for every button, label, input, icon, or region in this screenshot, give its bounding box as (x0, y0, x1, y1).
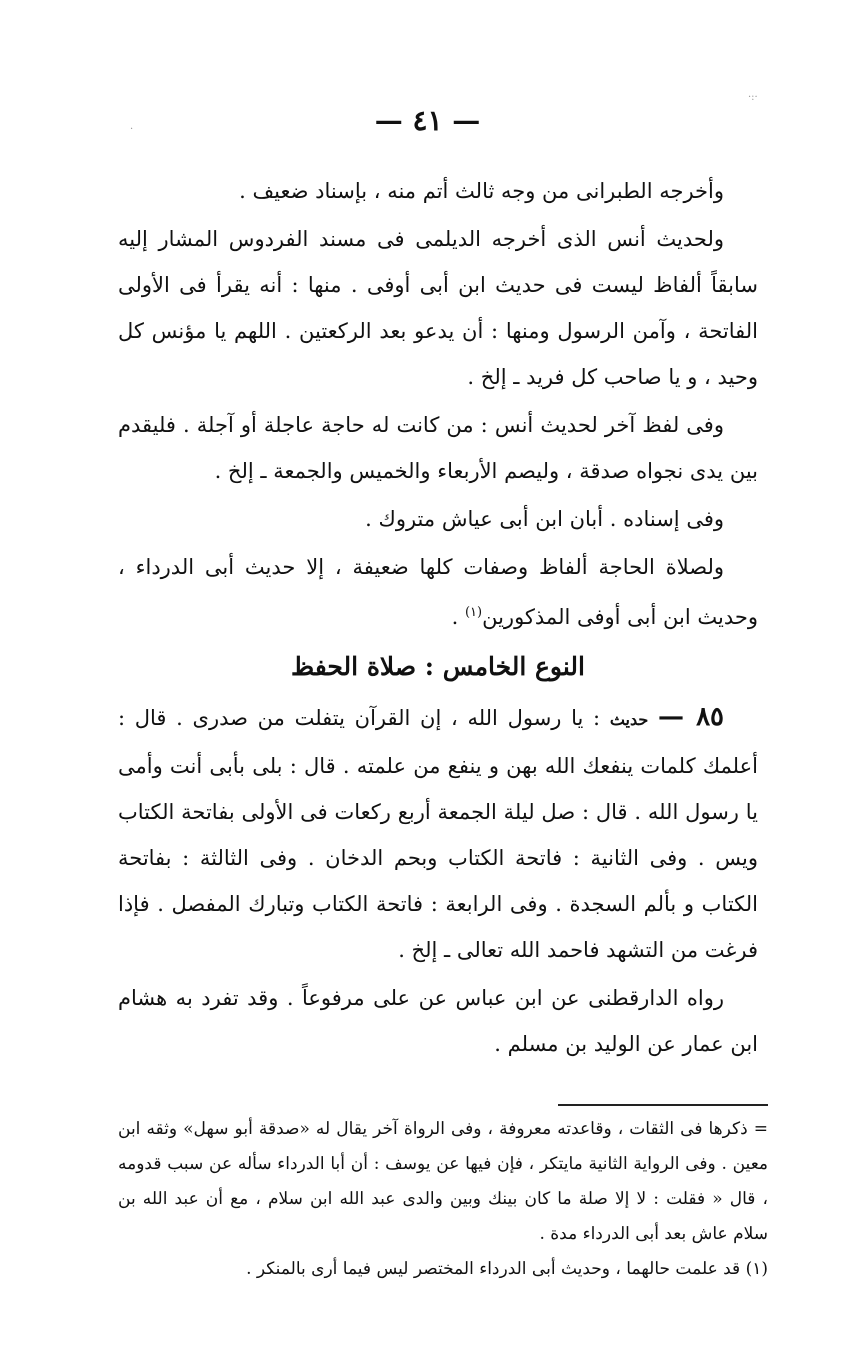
paragraph-5-end: . (451, 605, 465, 629)
section-title: النوع الخامس : صلاة الحفظ (291, 652, 585, 681)
paragraph-hadith (118, 694, 758, 973)
page-number: — ٤١ — (374, 104, 481, 137)
paragraph-3: وفى لفظ آخر لحديث أنس : من كانت له حاجة عاجلة أو آجلة . فليقدم بين يدى نجواه صدقة ، وليصم الأربعاء والخميس والجمعة ـ إلخ . (118, 413, 758, 483)
scan-speck: · (130, 124, 134, 135)
hadith-number: ٨٥ — (657, 702, 724, 732)
footnote-1: (١) قد علمت حالهما ، وحديث أبى الدرداء المختصر ليس فيما أرى بالمنكر . (246, 1259, 768, 1279)
footnotes (118, 1104, 768, 1287)
paragraph-1: وأخرجه الطبرانى من وجه ثالث أتم منه ، بإسناد ضعيف . (239, 179, 724, 203)
hadith-text: : يا رسول الله ، إن القرآن يتفلت من صدرى . قال : أعلمك كلمات ينفعك الله بهن و ينفع من علمته . قال : بلى بأبى أنت وأمى يا رسول الله . قال : صل ليلة الجمعة أربع ركعات فى الأولى بفاتحة الكتاب ويس . وفى الثانية : فاتحة الكتاب وبحم الدخان . وفى الثالثة : بفاتحة الكتاب و بألم السجدة . وفى الرابعة : فاتحة الكتاب وتبارك المفصل . فإذا فرغت من التشهد فاحمد الله تعالى ـ إلخ . (118, 706, 758, 962)
hadith-label: حديث (609, 710, 649, 729)
footnote-divider (558, 1104, 768, 1106)
footnote-reference: (١) (464, 605, 483, 620)
paragraph-4: وفى إسناده . أبان ابن أبى عياش متروك . (365, 507, 724, 531)
main-text (118, 168, 758, 1069)
paragraph-7: رواه الدارقطنى عن ابن عباس عن على مرفوعاً . وقد تفرد به هشام ابن عمار عن الوليد بن مسلم . (118, 986, 758, 1056)
paragraph-2: ولحديث أنس الذى أخرجه الديلمى فى مسند الفردوس المشار إليه سابقاً ألفاظ ليست فى حديث ابن أبى أوفى . منها : أنه يقرأ فى الأولى الفاتحة ، وآمن الرسول ومنها : أن يدعو بعد الركعتين . اللهم يا مؤنس كل وحيد ، و يا صاحب كل فريد ـ إلخ . (118, 227, 759, 389)
footnote-continuation: = ذكرها فى الثقات ، وقاعدته معروفة ، وفى الرواة آخر يقال له «صدقة أبو سهل» وثقه ابن معين . وفى الرواية الثانية مايتكر ، فإن فيها عن يوسف : أن أبا الدرداء سأله عن سبب قدومه ، قال « فقلت : لا إلا صلة ما كان بينك وبين والدى عبد الله ابن سلام ، مع أن عبد الله بن سلام عاش بعد أبى الدرداء مدة . (118, 1119, 768, 1244)
scan-speck: ·:· (748, 92, 758, 103)
paragraph-5-text: ولصلاة الحاجة ألفاظ وصفات كلها ضعيفة ، إلا حديث أبى الدرداء ، وحديث ابن أبى أوفى المذكورين (118, 555, 758, 629)
paragraph-5 (118, 544, 758, 640)
